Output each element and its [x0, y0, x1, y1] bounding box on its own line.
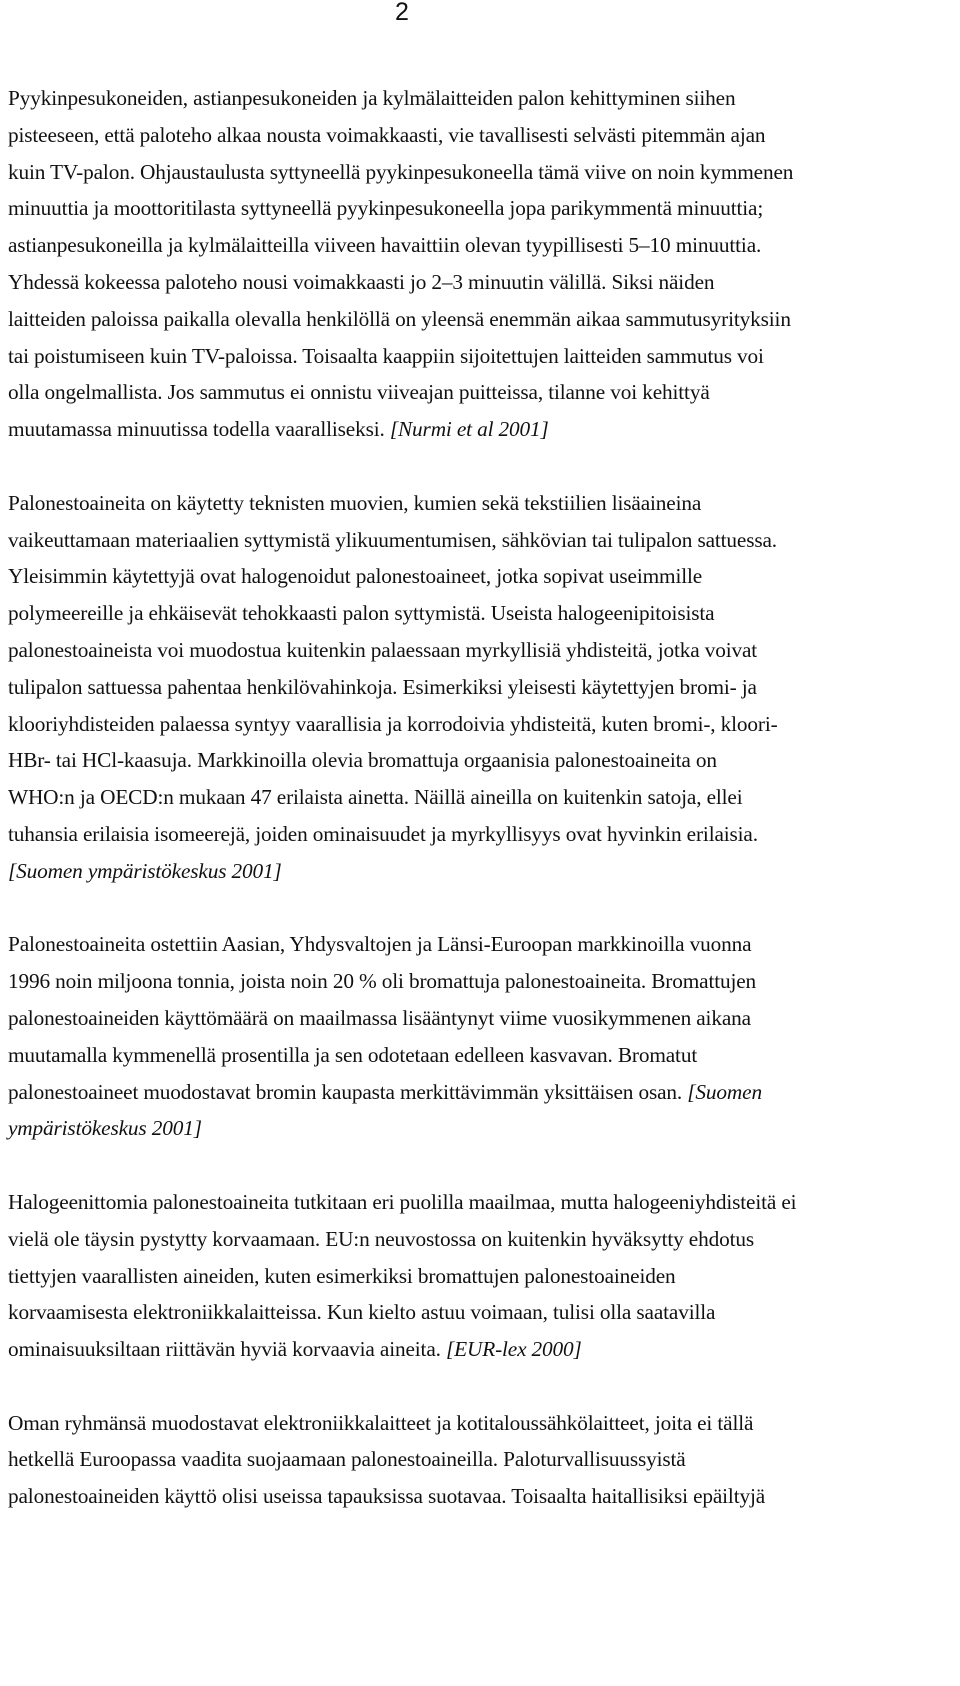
text-line: palonestoaineista voi muodostua kuitenkin palaessaan myrkyllisiä yhdisteitä, jotka voivat	[8, 637, 758, 662]
text-line: palonestoaineiden käyttö olisi useissa tapauksissa suotavaa. Toisaalta haitallisiksi epäiltyjä	[8, 1484, 766, 1509]
citation: [Suomen	[687, 1079, 762, 1104]
citation: [EUR-lex 2000]	[445, 1337, 582, 1362]
citation: [Nurmi et al 2001]	[389, 417, 549, 442]
text-line: tuhansia erilaisia isomeerejä, joiden ominaisuudet ja myrkyllisyys ovat hyvinkin erilaisia.	[8, 821, 758, 846]
citation: [Suomen ympäristökeskus 2001]	[8, 858, 282, 883]
text-line: Oman ryhmänsä muodostavat elektroniikkalaitteet ja kotitaloussähkölaitteet, joita ei tällä	[8, 1410, 754, 1435]
text-line: muutamalla kymmenellä prosentilla ja sen odotetaan edelleen kasvavan. Bromatut	[8, 1042, 698, 1067]
text-line: Palonestoaineita on käytetty teknisten muovien, kumien sekä tekstiilien lisäaineina	[8, 490, 702, 515]
document-body	[8, 80, 956, 1515]
citation-continuation: ympäristökeskus 2001]	[8, 1116, 202, 1141]
text-line: astianpesukoneilla ja kylmälaitteilla viiveen havaittiin olevan tyypillisesti 5–10 minuuttia.	[8, 233, 762, 258]
text-line-content: muutamassa minuutissa todella vaaralliseksi.	[8, 417, 385, 442]
text-line: WHO:n ja OECD:n mukaan 47 erilaista ainetta. Näillä aineilla on kuitenkin satoja, ellei	[8, 785, 743, 810]
text-line: pisteeseen, että paloteho alkaa nousta voimakkaasti, vie tavallisesti selvästi pitemmän ajan	[8, 122, 766, 147]
text-line: minuuttia ja moottoritilasta syttyneellä pyykinpesukoneella jopa parikymmentä minuuttia;	[8, 196, 764, 221]
text-line	[8, 1074, 956, 1111]
text-line: vielä ole täysin pystytty korvaamaan. EU:n neuvostossa on kuitenkin hyväksytty ehdotus	[8, 1226, 754, 1251]
text-line: tulipalon sattuessa pahentaa henkilövahinkoja. Esimerkiksi yleisesti käytettyjen bromi- ja	[8, 674, 757, 699]
text-line: Pyykinpesukoneiden, astianpesukoneiden ja kylmälaitteiden palon kehittyminen siihen	[8, 86, 736, 110]
text-line: laitteiden paloissa paikalla olevalla henkilöllä on yleensä enemmän aikaa sammutusyrityksiin	[8, 306, 791, 331]
text-line: klooriyhdisteiden palaessa syntyy vaarallisia ja korrodoivia yhdisteitä, kuten bromi-, kloori-	[8, 711, 778, 736]
text-line: Halogeenittomia palonestoaineita tutkitaan eri puolilla maailmaa, mutta halogeeniyhdisteitä ei	[8, 1189, 797, 1214]
text-line: tai poistumiseen kuin TV-paloissa. Toisaalta kaappiin sijoitettujen laitteiden sammutus voi	[8, 343, 764, 368]
text-line: Palonestoaineita ostettiin Aasian, Yhdysvaltojen ja Länsi-Euroopan markkinoilla vuonna	[8, 932, 752, 957]
paragraph-flame-retardants	[8, 485, 956, 890]
text-line: tiettyjen vaarallisten aineiden, kuten esimerkiksi bromattujen palonestoaineiden	[8, 1263, 676, 1288]
paragraph-halogen-free	[8, 1184, 956, 1368]
text-line: vaikeuttamaan materiaalien syttymistä ylikuumentumisen, sähkövian tai tulipalon sattuessa.	[8, 527, 777, 552]
text-line-content: ominaisuuksiltaan riittävän hyviä korvaavia aineita.	[8, 1337, 441, 1362]
text-line	[8, 1331, 956, 1368]
text-line: kuin TV-palon. Ohjaustaulusta syttyneellä pyykinpesukoneella tämä viive on noin kymmenen	[8, 159, 794, 184]
page-number: 2	[395, 0, 409, 26]
text-line: palonestoaineiden käyttömäärä on maailmassa lisääntynyt viime vuosikymmenen aikana	[8, 1005, 751, 1030]
paragraph-appliance-fires	[8, 80, 956, 448]
paragraph-market	[8, 926, 956, 1147]
text-line: polymeereille ja ehkäisevät tehokkaasti palon syttymistä. Useista halogeenipitoisista	[8, 601, 715, 626]
text-line: HBr- tai HCl-kaasuja. Markkinoilla olevia bromattuja orgaanisia palonestoaineita on	[8, 748, 717, 773]
text-line	[8, 411, 956, 448]
text-line-content: palonestoaineet muodostavat bromin kaupasta merkittävimmän yksittäisen osan.	[8, 1079, 683, 1104]
text-line: Yhdessä kokeessa paloteho nousi voimakkaasti jo 2–3 minuutin välillä. Siksi näiden	[8, 269, 715, 294]
text-line: korvaamisesta elektroniikkalaitteissa. Kun kielto astuu voimaan, tulisi olla saatavilla	[8, 1300, 716, 1325]
paragraph-electronics	[8, 1405, 956, 1515]
text-line: hetkellä Euroopassa vaadita suojaamaan palonestoaineilla. Paloturvallisuussyistä	[8, 1447, 686, 1472]
text-line: Yleisimmin käytettyjä ovat halogenoidut palonestoaineet, jotka sopivat useimmille	[8, 564, 703, 589]
text-line: 1996 noin miljoona tonnia, joista noin 20 % oli bromattuja palonestoaineita. Bromattujen	[8, 969, 757, 994]
text-line: olla ongelmallista. Jos sammutus ei onnistu viiveajan puitteissa, tilanne voi kehittyä	[8, 380, 710, 405]
